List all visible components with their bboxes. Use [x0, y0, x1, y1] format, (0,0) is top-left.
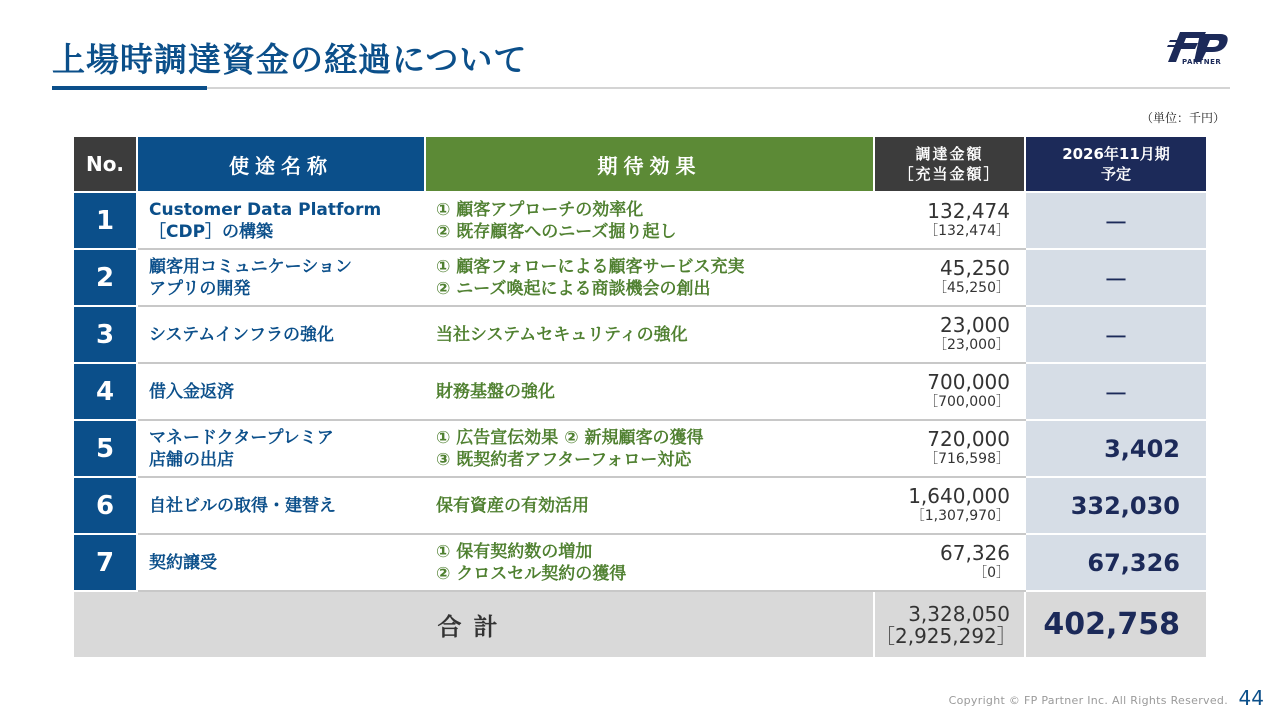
table-row	[73, 192, 1207, 249]
row-effect-line: ① 顧客アプローチの効率化	[436, 199, 644, 220]
row-effect-line: ① 広告宣伝効果 ② 新規顧客の獲得	[436, 427, 704, 448]
header-amount-line2: ［充当金額］	[898, 165, 1001, 183]
row-plan: －	[1025, 249, 1207, 306]
total-label: 合計	[73, 591, 874, 657]
row-amount-value: 132,474	[927, 198, 1010, 223]
row-allocated-value: ［45,250］	[933, 279, 1010, 296]
row-plan: 67,326	[1025, 534, 1207, 591]
total-allocated-value: ［2,925,292］	[875, 623, 1017, 648]
table-row	[73, 477, 1207, 534]
row-effect	[425, 249, 874, 306]
table-row	[73, 534, 1207, 591]
row-name-line: 店舗の出店	[149, 449, 234, 470]
row-number: 7	[73, 534, 137, 591]
row-amount	[874, 306, 1025, 363]
header-no: No.	[73, 136, 137, 192]
table-header-row	[73, 136, 1207, 192]
row-number: 2	[73, 249, 137, 306]
row-effect-line: ② 既存顧客へのニーズ掘り起し	[436, 221, 677, 242]
row-plan: 332,030	[1025, 477, 1207, 534]
header-plan	[1025, 136, 1207, 192]
row-effect: 財務基盤の強化	[425, 363, 874, 420]
row-amount	[874, 534, 1025, 591]
row-amount-value: 67,326	[940, 540, 1010, 565]
row-amount-value: 700,000	[927, 369, 1010, 394]
page-title: 上場時調達資金の経過について	[52, 40, 528, 79]
table-row	[73, 249, 1207, 306]
row-plan: －	[1025, 306, 1207, 363]
row-effect-line: ② クロスセル契約の獲得	[436, 563, 627, 584]
header-amount-line1: 調達金額	[915, 145, 984, 163]
header-amount	[874, 136, 1025, 192]
row-name-line: アプリの開発	[149, 278, 251, 299]
table-row	[73, 420, 1207, 477]
row-allocated-value: ［716,598］	[924, 450, 1010, 467]
funds-table	[72, 135, 1208, 657]
row-amount-value: 23,000	[940, 312, 1010, 337]
row-allocated-value: ［23,000］	[933, 336, 1010, 353]
row-name-line: 顧客用コミュニケーション	[149, 256, 352, 277]
row-amount	[874, 477, 1025, 534]
row-allocated-value: ［0］	[973, 564, 1010, 581]
row-name-line: Customer Data Platform	[149, 199, 382, 220]
total-row	[73, 591, 1207, 657]
row-number: 6	[73, 477, 137, 534]
row-effect-line: ① 顧客フォローによる顧客サービス充実	[436, 256, 745, 277]
row-name	[137, 420, 425, 477]
row-plan: －	[1025, 363, 1207, 420]
row-effect-line: ③ 既契約者アフターフォロー対応	[436, 449, 692, 470]
row-number: 4	[73, 363, 137, 420]
row-name	[137, 192, 425, 249]
total-amount	[874, 591, 1025, 657]
row-amount-value: 1,640,000	[908, 483, 1010, 508]
row-name: システムインフラの強化	[137, 306, 425, 363]
page-number: 44	[1238, 686, 1264, 710]
header-plan-line1: 2026年11月期	[1062, 145, 1170, 163]
total-plan: 402,758	[1025, 591, 1207, 657]
row-allocated-value: ［700,000］	[924, 393, 1010, 410]
row-amount	[874, 249, 1025, 306]
title-underline	[52, 87, 1230, 89]
row-amount	[874, 192, 1025, 249]
row-name-line: ［CDP］の構築	[149, 221, 274, 242]
row-effect	[425, 420, 874, 477]
row-number: 5	[73, 420, 137, 477]
row-number: 3	[73, 306, 137, 363]
row-amount-value: 720,000	[927, 426, 1010, 451]
total-amount-value: 3,328,050	[908, 601, 1010, 626]
row-name-line: マネードクタープレミア	[149, 427, 334, 448]
row-name: 借入金返済	[137, 363, 425, 420]
header-plan-line2: 予定	[1100, 165, 1131, 183]
row-amount	[874, 363, 1025, 420]
title-accent-bar	[52, 86, 207, 90]
copyright-text: Copyright © FP Partner Inc. All Rights Reserved.	[948, 694, 1228, 707]
row-plan: －	[1025, 192, 1207, 249]
unit-label: （単位：千円）	[1140, 111, 1225, 125]
row-effect	[425, 192, 874, 249]
header-name: 使途名称	[137, 136, 425, 192]
row-name	[137, 249, 425, 306]
row-effect	[425, 534, 874, 591]
row-name: 契約譲受	[137, 534, 425, 591]
row-allocated-value: ［132,474］	[924, 222, 1010, 239]
row-effect: 当社システムセキュリティの強化	[425, 306, 874, 363]
row-allocated-value: ［1,307,970］	[910, 507, 1010, 524]
row-amount	[874, 420, 1025, 477]
logo-subtext: PARTNER	[1182, 58, 1222, 66]
row-name: 自社ビルの取得・建替え	[137, 477, 425, 534]
table-row	[73, 363, 1207, 420]
row-amount-value: 45,250	[940, 255, 1010, 280]
header-effect: 期待効果	[425, 136, 874, 192]
row-effect: 保有資産の有効活用	[425, 477, 874, 534]
row-number: 1	[73, 192, 137, 249]
row-effect-line: ② ニーズ喚起による商談機会の創出	[436, 278, 711, 299]
row-plan: 3,402	[1025, 420, 1207, 477]
table-row	[73, 306, 1207, 363]
row-effect-line: ① 保有契約数の増加	[436, 541, 593, 562]
